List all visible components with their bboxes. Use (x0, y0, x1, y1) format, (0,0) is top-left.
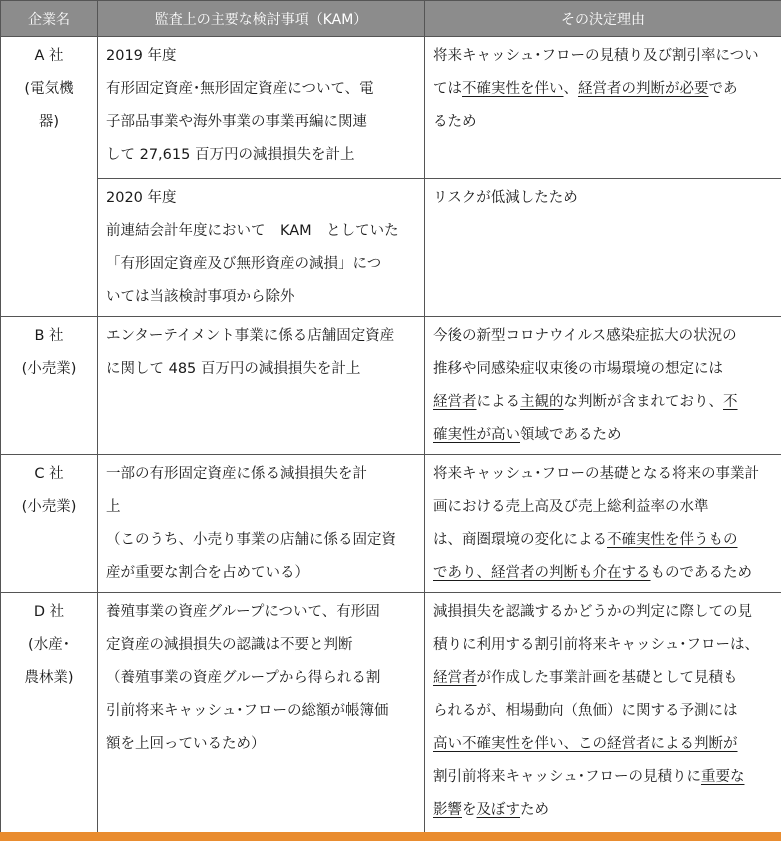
kam-text: 前連結会計年度において KAM としていた (106, 223, 399, 239)
kam-text: （養殖事業の資産グループから得られる割 (106, 670, 381, 686)
reason-text: られるが、相場動向（魚価）に関する予測には (433, 703, 738, 719)
underlined-text: 経営者 (433, 670, 477, 686)
table-row (1, 593, 781, 837)
reason-text (433, 419, 773, 452)
reason-text: 推移や同感染症収束後の市場環境の想定には (433, 361, 723, 377)
underlined-text: 経営者 (433, 394, 477, 410)
reason-cell (425, 179, 781, 317)
reason-fragment: を (462, 802, 477, 818)
kam-text: 「有形固定資産及び無形資産の減損」につ (106, 256, 382, 272)
company-industry: 器) (38, 114, 60, 130)
reason-cell (425, 455, 781, 593)
company-industry: 農林業) (24, 670, 74, 686)
kam-text: 産が重要な割合を占めている） (106, 565, 309, 581)
reason-fragment: が作成した事業計画を基礎として見積も (476, 670, 738, 686)
reason-fragment: であ (708, 81, 738, 97)
reason-text: 積りに利用する割引前将来キャッシュ･フローは、 (433, 637, 759, 653)
underlined-text: 確実性が高い (433, 427, 520, 443)
kam-text: 額を上回っているため） (106, 736, 266, 752)
kam-text: （このうち、小売り事業の店舗に係る固定資 (106, 532, 396, 548)
company-cell (1, 593, 98, 837)
kam-text: して 27,615 百万円の減損損失を計上 (106, 147, 355, 163)
table-row (1, 37, 781, 179)
underlined-text: 不 (723, 394, 738, 410)
reason-text (433, 794, 773, 827)
kam-year: 2019 年度 (106, 48, 177, 64)
bottom-accent-bar (0, 832, 781, 841)
kam-text: いては当該検討事項から除外 (106, 289, 295, 305)
kam-text: 引前将来キャッシュ･フローの総額が帳簿価 (106, 703, 389, 719)
reason-fragment: 、 (563, 81, 578, 97)
company-cell (1, 37, 98, 317)
kam-cell (98, 317, 425, 455)
underlined-text: 重要な (700, 769, 745, 785)
reason-text (433, 386, 773, 419)
company-industry: (小売業) (21, 361, 77, 377)
company-industry: (水産･ (28, 637, 70, 653)
kam-cell (98, 455, 425, 593)
reason-text: 今後の新型コロナウイルス感染症拡大の状況の (433, 328, 737, 344)
company-name: D 社 (33, 604, 65, 620)
kam-text: 定資産の減損損失の認識は不要と判断 (106, 637, 353, 653)
reason-fragment: は、商圏環境の変化による (433, 532, 607, 548)
reason-text: 画における売上高及び売上総利益率の水準 (433, 499, 709, 515)
company-name: B 社 (34, 328, 64, 344)
kam-cell (98, 37, 425, 179)
underlined-text: 不確実性を伴い (462, 81, 564, 97)
reason-cell (425, 593, 781, 837)
underlined-text: 不確実性を伴うもの (607, 532, 738, 548)
table-row (1, 179, 781, 317)
reason-text: 将来キャッシュ･フローの基礎となる将来の事業計 (433, 466, 759, 482)
company-cell (1, 455, 98, 593)
reason-fragment: ものであるため (650, 565, 752, 581)
reason-text (433, 524, 773, 557)
reason-text (433, 557, 773, 590)
underlined-text: 高い不確実性を伴い、この経営者による判断が (433, 736, 738, 752)
reason-fragment: 割引前将来キャッシュ･フローの見積りに (433, 769, 701, 785)
table-row (1, 317, 781, 455)
header-reason: その決定理由 (425, 1, 781, 37)
header-row (1, 1, 781, 37)
reason-text: 将来キャッシュ･フローの見積り及び割引率につい (433, 48, 759, 64)
header-kam: 監査上の主要な検討事項（KAM） (98, 1, 425, 37)
reason-fragment: ため (520, 802, 549, 818)
reason-text: 減損損失を認識するかどうかの判定に際しての見 (433, 604, 752, 620)
reason-cell (425, 37, 781, 179)
kam-year: 2020 年度 (106, 190, 177, 206)
kam-cell (98, 179, 425, 317)
reason-text (433, 728, 773, 761)
underlined-text: であり、経営者の判断も (433, 565, 593, 581)
table-row (1, 455, 781, 593)
reason-text (433, 662, 773, 695)
reason-text (433, 73, 773, 106)
reason-fragment: ては (433, 81, 462, 97)
underlined-text: 主観的 (520, 394, 564, 410)
reason-cell (425, 317, 781, 455)
kam-cell (98, 593, 425, 837)
kam-text: エンターテイメント事業に係る店舗固定資産 (106, 328, 395, 344)
company-name: C 社 (34, 466, 64, 482)
company-industry: (電気機 (24, 81, 74, 97)
company-industry: (小売業) (21, 499, 77, 515)
reason-text (433, 761, 773, 794)
reason-fragment: による (476, 394, 520, 410)
kam-text: 養殖事業の資産グループについて、有形固 (106, 604, 380, 620)
header-company: 企業名 (1, 1, 98, 37)
reason-text: るため (433, 114, 477, 130)
reason-text: リスクが低減したため (433, 190, 578, 206)
underlined-text: 経営者の判断が必要 (578, 81, 709, 97)
underlined-text: 介在する (592, 565, 651, 581)
kam-text: に関して 485 百万円の減損損失を計上 (106, 361, 361, 377)
underlined-text: 及ぼす (476, 802, 520, 818)
kam-text: 一部の有形固定資産に係る減損損失を計 (106, 466, 367, 482)
reason-fragment: な判断が含まれており、 (563, 394, 723, 410)
kam-text: 上 (106, 499, 121, 515)
underlined-text: 影響 (433, 802, 462, 818)
reason-fragment: 領域であるため (520, 427, 622, 443)
company-cell (1, 317, 98, 455)
kam-text: 子部品事業や海外事業の事業再編に関連 (106, 114, 367, 130)
kam-text: 有形固定資産･無形固定資産について、電 (106, 81, 374, 97)
company-name: A 社 (34, 48, 64, 64)
